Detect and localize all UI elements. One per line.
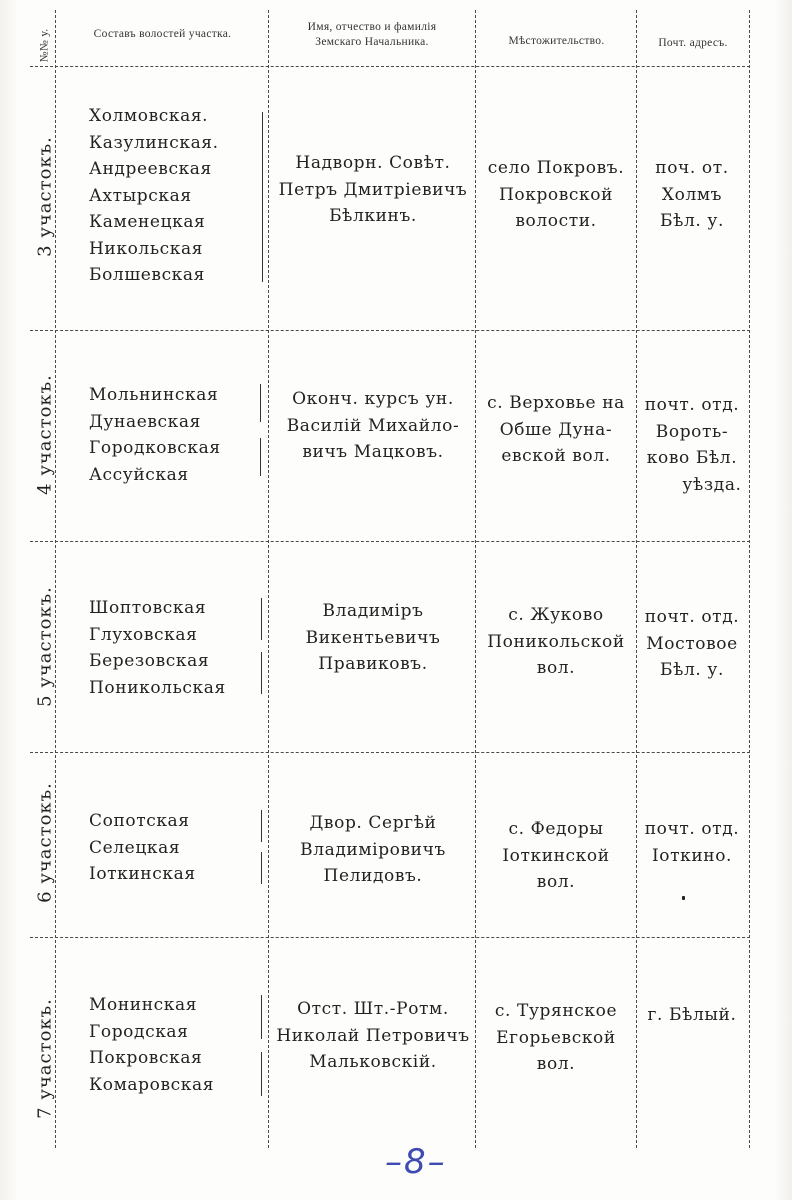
brace [258,112,263,282]
address-line: Іоткино. [651,845,733,866]
row-rule-1 [30,330,750,331]
address-line: уѣзда. [682,474,742,495]
volosti-list [89,382,221,488]
district-label: 5 участокъ. [34,586,56,707]
residence-cell [475,155,637,235]
name-cell [270,386,476,466]
list-item: Іоткинская [89,864,196,884]
header-residence: Мѣстожительство. [508,35,605,47]
volosti-list [89,595,226,701]
address-line: Холмъ [661,184,723,205]
volosti-list [89,808,196,888]
row-rule-2 [30,541,750,542]
list-item: Поникольская [89,677,226,698]
name-line: Правиковъ. [318,654,428,674]
district-label: 4 участокъ. [34,374,56,495]
list-item: Городковская [89,438,221,458]
list-item: Холмовская. [89,106,209,126]
address-line: поч. от. [655,158,729,178]
name-line: Мальковскій. [309,1052,437,1072]
residence-line: волости. [515,211,597,231]
residence-line: Іоткинской [502,845,610,866]
header-address: Почт. адресъ. [658,37,728,49]
address-line: Бѣл. у. [660,211,724,231]
address-line: почт. отд. [644,395,740,415]
ink-dot [682,896,685,900]
name-line: Пелидовъ. [323,866,423,886]
residence-cell [475,816,637,896]
residence-cell [475,998,637,1078]
name-line: Викентьевичъ [305,627,441,648]
name-line: Бѣлкинъ. [329,206,417,226]
list-item: Березовская [89,651,210,671]
brace [256,1052,262,1096]
list-item: Покровская [89,1048,203,1068]
header-name-line-1: Имя, отчество и фамилія [307,21,437,33]
brace [255,384,261,422]
list-item: Болшевская [89,265,205,285]
address-cell [636,816,748,869]
name-cell [270,996,476,1076]
name-line: Двор. Сергѣй [309,813,437,833]
residence-line: село Покровъ. [487,158,625,178]
name-cell [270,810,476,890]
name-line: Надворн. Совѣт. [295,153,451,173]
row-rule-4 [30,937,750,938]
list-item: Дунаевская [89,411,201,432]
name-cell [270,150,476,230]
brace [256,652,262,694]
list-item: Селецкая [89,837,181,858]
residence-line: вол. [536,1054,576,1074]
name-cell [270,598,476,678]
address-line: ково Бѣл. [646,448,738,468]
list-item: Комаровская [89,1074,215,1095]
district-label: 6 участокъ. [34,782,56,903]
brace [256,598,262,640]
name-line: Петръ Дмитріевичъ [278,179,468,200]
row-rule-3 [30,752,750,753]
address-cell [636,1002,748,1029]
list-item: Никольская [89,238,204,259]
list-item: Монинская [89,995,198,1015]
list-item: Сопотская [89,811,190,831]
residence-cell [475,602,637,682]
address-line: г. Бѣлый. [647,1005,737,1025]
residence-line: евской вол. [501,446,611,466]
volosti-list [89,992,214,1098]
address-cell [636,392,748,498]
name-line: Оконч. курсъ ун. [292,389,454,409]
residence-cell [475,390,637,470]
page-number: –8– [385,1142,447,1182]
brace [256,810,262,842]
list-item: Ахтырская [89,185,192,206]
header-rule [30,66,750,67]
address-line: почт. отд. [644,607,740,627]
name-line: Николай Петровичъ [276,1025,470,1046]
name-line: Владиміръ [322,601,424,621]
residence-line: Поникольской [487,631,625,652]
volosti-list [89,103,219,289]
district-label: 7 участокъ. [34,998,56,1119]
list-item: Казулинская. [89,132,219,153]
brace [255,438,261,476]
name-line: Отст. Шт.-Ротм. [297,999,449,1019]
residence-line: с. Верховье на [487,393,625,413]
header-volosti: Составъ волостей участка. [93,28,232,40]
residence-line: с. Федоры [508,819,604,839]
address-line: Вороть- [655,421,729,442]
list-item: Ассуйская [89,464,189,485]
residence-line: Егорьевской [496,1027,616,1048]
column-rule-5 [749,10,750,1148]
name-line: вичъ Мацковъ. [302,442,444,462]
address-cell [636,604,748,684]
residence-line: вол. [536,872,576,892]
list-item: Каменецкая [89,212,206,232]
address-line: Бѣл. у. [660,660,724,680]
residence-line: с. Турянское [494,1001,618,1021]
residence-line: с. Жуково [508,605,604,625]
list-item: Городская [89,1021,189,1042]
name-line: Владиміровичъ [300,839,446,860]
address-line: почт. отд. [644,819,740,839]
list-item: Глуховская [89,624,198,645]
brace [256,852,262,884]
name-line: Василій Михайло- [286,415,460,436]
district-label: 3 участокъ. [34,136,56,257]
brace [256,995,262,1039]
residence-line: Обше Дуна- [499,419,613,440]
address-line: Мостовое [646,633,738,654]
residence-line: Покровской [498,184,614,205]
header-name-line-2: Земскаго Начальника. [315,36,429,48]
residence-line: вол. [536,658,576,678]
list-item: Мольнинская [89,385,219,405]
list-item: Андреевская [89,159,212,179]
address-cell [636,155,748,235]
column-rule-2 [268,10,269,1148]
header-number: №№ у. [38,28,51,63]
header-name [272,20,472,50]
list-item: Шоптовская [89,598,207,618]
